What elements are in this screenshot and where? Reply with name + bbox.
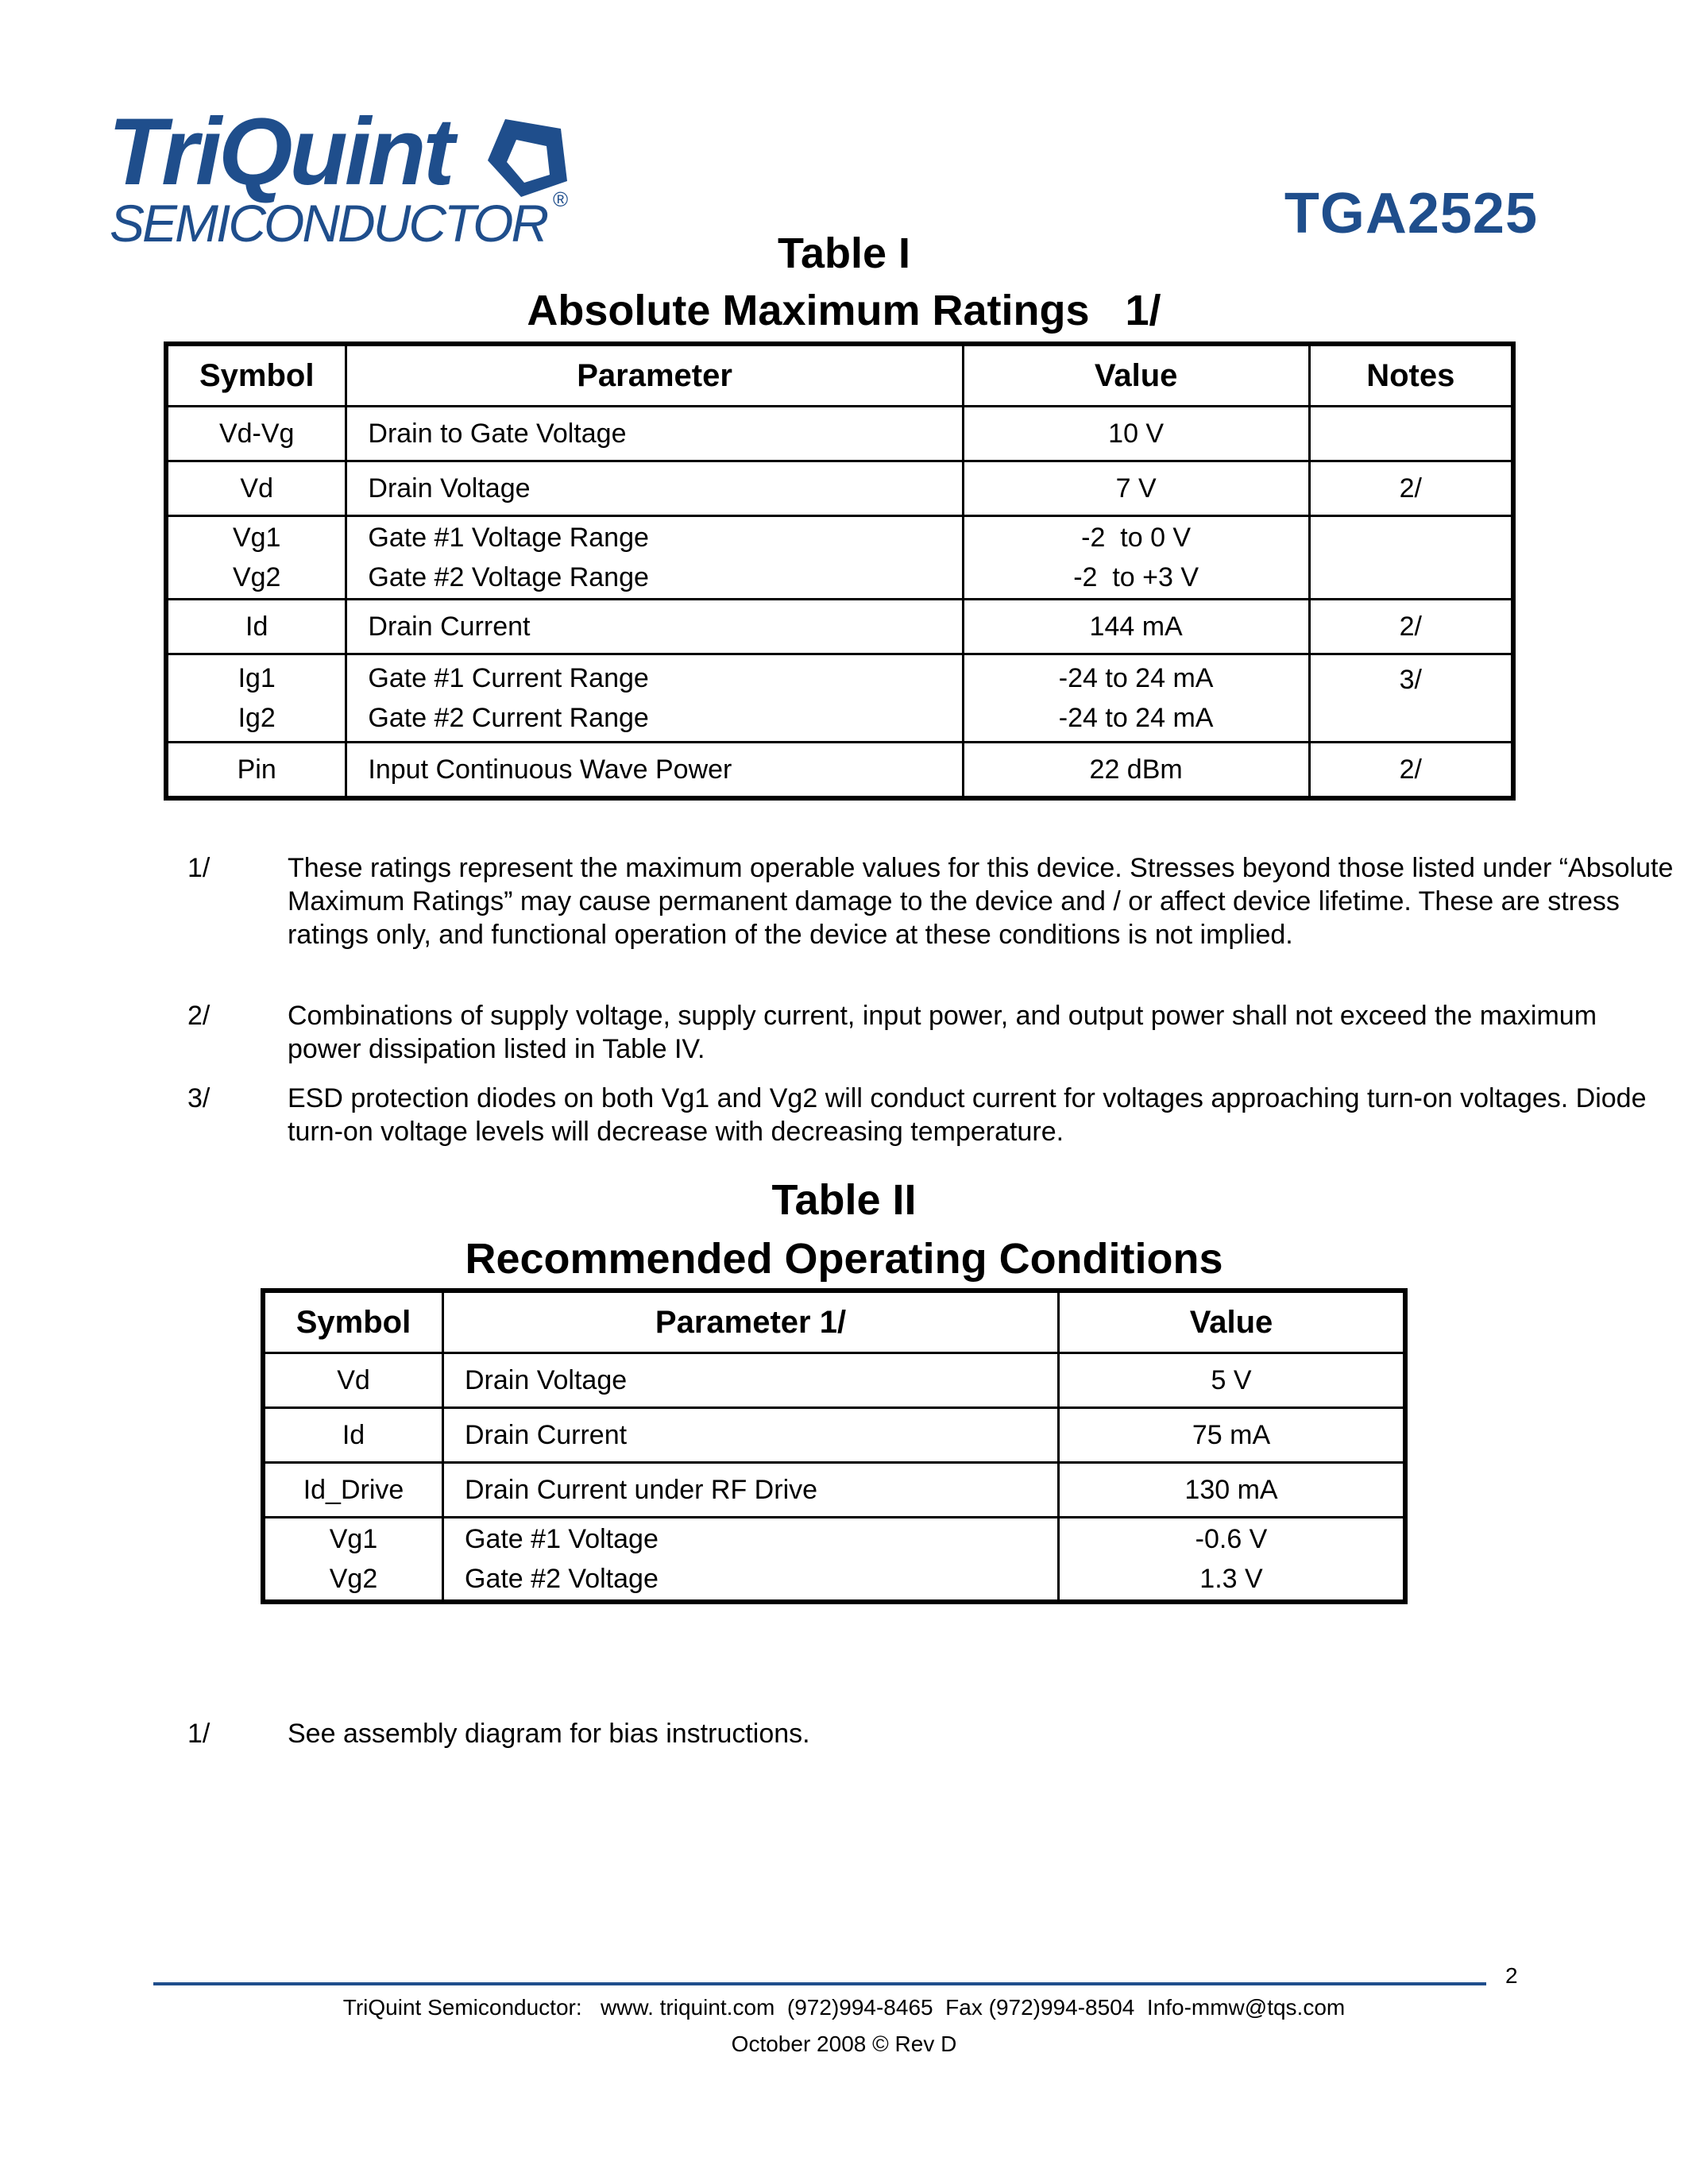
note-number: 2/ — [187, 1001, 211, 1031]
parameter-cell: Drain Current under RF Drive — [443, 1463, 1059, 1518]
part-number: TGA2525 — [1284, 182, 1538, 245]
table2-header-value: Value — [1059, 1291, 1406, 1353]
table-row — [166, 407, 1513, 461]
parameter-cell: Drain Voltage — [346, 461, 963, 516]
value-cell: 5 V — [1059, 1353, 1406, 1408]
value-cell: 22 dBm — [963, 743, 1309, 799]
parameter-cell — [443, 1518, 1059, 1603]
table1-title: Table I — [777, 230, 911, 277]
table-row — [166, 600, 1513, 654]
notes-cell: 2/ — [1309, 461, 1513, 516]
symbol-line: Vg2 — [329, 1564, 378, 1594]
value-cell: 7 V — [963, 461, 1309, 516]
table1-note-1 — [187, 851, 1674, 985]
table-row — [166, 743, 1513, 799]
notes-cell — [1309, 516, 1513, 600]
table1-header-symbol: Symbol — [166, 344, 346, 407]
table1-header-row — [166, 344, 1513, 407]
parameter-cell: Drain Voltage — [443, 1353, 1059, 1408]
table-row — [263, 1518, 1405, 1603]
note-text: See assembly diagram for bias instructions. — [288, 1719, 810, 1749]
table-row — [166, 516, 1513, 600]
table1-note-3 — [187, 1082, 1647, 1148]
parameter-cell: Input Continuous Wave Power — [346, 743, 963, 799]
table2-subtitle: Recommended Operating Conditions — [465, 1235, 1223, 1283]
symbol-cell: Vd-Vg — [166, 407, 346, 461]
table2-header-row — [263, 1291, 1405, 1353]
value-line: -2 to +3 V — [1073, 562, 1199, 592]
symbol-cell — [166, 516, 346, 600]
value-cell — [963, 654, 1309, 743]
symbol-line: Ig1 — [238, 663, 276, 693]
note-number: 1/ — [187, 1719, 211, 1749]
table-row — [263, 1408, 1405, 1463]
logo-wordmark-top: TriQuint — [108, 105, 452, 205]
footer-divider — [153, 1982, 1486, 1985]
parameter-cell: Drain Current — [443, 1408, 1059, 1463]
symbol-cell — [166, 654, 346, 743]
table-row — [166, 461, 1513, 516]
note-text: These ratings represent the maximum operable values for this device. Stresses beyond those listed under “Absolute Maximum Ratings” may cause permanent damage to the device and / or affect device lifetime. These are stress ratings only, and functional operation of the device at these conditions is not implied. — [288, 853, 1674, 950]
parameter-line: Gate #2 Voltage Range — [368, 562, 649, 592]
notes-cell — [1309, 407, 1513, 461]
symbol-line: Vg2 — [232, 562, 281, 592]
recommended-operating-conditions-table — [261, 1288, 1408, 1604]
value-cell: 75 mA — [1059, 1408, 1406, 1463]
value-line: -2 to 0 V — [1081, 523, 1192, 553]
note-text: ESD protection diodes on both Vg1 and Vg2 will conduct current for voltages approaching turn-on voltages. Diode turn-on voltage levels will decrease with decreasing temperature. — [288, 1083, 1647, 1147]
notes-cell: 2/ — [1309, 743, 1513, 799]
value-cell: 144 mA — [963, 600, 1309, 654]
parameter-line: Gate #2 Current Range — [368, 703, 649, 733]
parameter-cell: Drain Current — [346, 600, 963, 654]
note-number: 3/ — [187, 1083, 211, 1113]
table1-note-2 — [187, 999, 1597, 1066]
table-row — [263, 1463, 1405, 1518]
symbol-cell — [263, 1518, 443, 1603]
table1-subtitle: Absolute Maximum Ratings 1/ — [527, 287, 1161, 334]
value-line: -24 to 24 mA — [1058, 703, 1214, 733]
table2-title: Table II — [771, 1176, 917, 1224]
value-cell: 130 mA — [1059, 1463, 1406, 1518]
table2-note-1 — [187, 1717, 1538, 1750]
value-line: 1.3 V — [1199, 1564, 1263, 1594]
parameter-cell: Drain to Gate Voltage — [346, 407, 963, 461]
absolute-maximum-ratings-table — [164, 341, 1516, 801]
logo-wordmark-bottom: SEMICONDUCTOR — [110, 194, 547, 253]
note-text: Combinations of supply voltage, supply current, input power, and output power shall not exceed the maximum power dissipation listed in Table IV. — [288, 1001, 1597, 1064]
table-row — [166, 654, 1513, 743]
value-cell: 10 V — [963, 407, 1309, 461]
symbol-cell: Vd — [166, 461, 346, 516]
table1-header-value: Value — [963, 344, 1309, 407]
symbol-cell: Id — [263, 1408, 443, 1463]
symbol-line: Ig2 — [238, 703, 276, 733]
table2-header-symbol: Symbol — [263, 1291, 443, 1353]
page-number: 2 — [1505, 1963, 1518, 1988]
parameter-cell — [346, 654, 963, 743]
table1-header-notes: Notes — [1309, 344, 1513, 407]
table1-header-parameter: Parameter — [346, 344, 963, 407]
note-number: 1/ — [187, 853, 211, 883]
parameter-cell — [346, 516, 963, 600]
registered-mark: ® — [553, 187, 569, 211]
table2-header-parameter: Parameter 1/ — [443, 1291, 1059, 1353]
value-cell — [1059, 1518, 1406, 1603]
notes-cell: 3/ — [1309, 654, 1513, 743]
value-line: -24 to 24 mA — [1058, 663, 1214, 693]
parameter-line: Gate #2 Voltage — [465, 1564, 659, 1594]
table-row — [263, 1353, 1405, 1408]
symbol-line: Vg1 — [329, 1524, 378, 1554]
symbol-line: Vg1 — [232, 523, 281, 553]
footer-contact: TriQuint Semiconductor: www. triquint.com (972)994-8465 Fax (972)994-8504 Info-mmw@tqs.com — [342, 1995, 1346, 2020]
footer-revision: October 2008 © Rev D — [731, 2032, 957, 2056]
parameter-line: Gate #1 Current Range — [368, 663, 649, 693]
value-line: -0.6 V — [1195, 1524, 1268, 1554]
symbol-cell: Vd — [263, 1353, 443, 1408]
parameter-line: Gate #1 Voltage Range — [368, 523, 649, 553]
symbol-cell: Pin — [166, 743, 346, 799]
symbol-cell: Id_Drive — [263, 1463, 443, 1518]
notes-cell: 2/ — [1309, 600, 1513, 654]
symbol-cell: Id — [166, 600, 346, 654]
parameter-line: Gate #1 Voltage — [465, 1524, 659, 1554]
value-cell — [963, 516, 1309, 600]
